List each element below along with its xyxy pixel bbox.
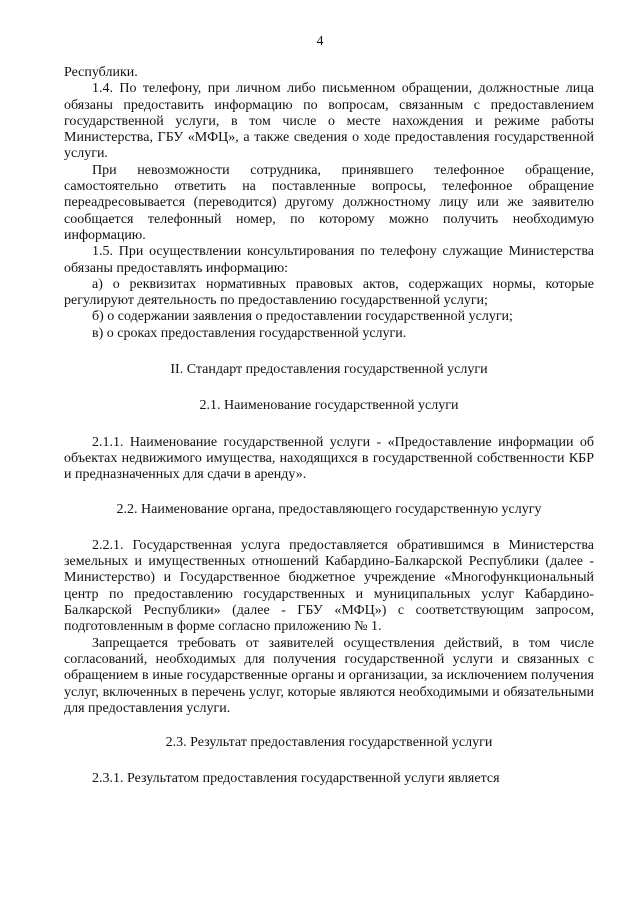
subsection-heading-2-3: 2.3. Результат предоставления государственной услуги [165,735,493,751]
paragraph-2-2-1: 2.2.1. Государственная услуга предоставляется обратившимся в Министерства земельных и имущественных отношений Кабардино-Балкарской Республики (далее - Министерство) и Государственное бюджетное учреждение «Многофункциональный центр по предоставлению государственных и муниципальных услуг Кабардино-Балкарской Республики» (далее - ГБУ «МФЦ») с соответствующим запросом, подготовленным в форме согласно приложению № 1. [64,537,594,635]
subsection-heading-2-2: 2.2. Наименование органа, предоставляющего государственную услугу [116,501,542,517]
section-heading-ii: II. Стандарт предоставления государственной услуги [170,362,488,378]
list-item-a: а) о реквизитах нормативных правовых актов, содержащих нормы, которые регулируют деятельность по предоставлению государственной услуги; [64,276,594,309]
paragraph-1-4: 1.4. По телефону, при личном либо письменном обращении, должностные лица обязаны предоставить информацию по вопросам, связанным с предоставлением государственной услуги, в том числе о месте нахождения и режиме работы Министерства, ГБУ «МФЦ», а также сведения о ходе предоставления государственной услуги. [64,81,594,162]
page-number: 4 [316,34,324,49]
paragraph: Республики. [64,65,138,80]
paragraph-1-5: 1.5. При осуществлении консультирования по телефону служащие Министерства обязаны предоставлять информацию: [64,244,594,276]
list-item-v: в) о сроках предоставления государственной услуги. [92,325,407,341]
document-body [64,65,594,788]
paragraph: При невозможности сотрудника, принявшего телефонное обращение, самостоятельно ответить на поставленные вопросы, телефонное обращение переадресовывается (переводится) другому должностному лицу или же заявителю сообщается телефонный номер, по которому можно получить необходимую информацию. [64,162,594,243]
subsection-heading-2-1: 2.1. Наименование государственной услуги [199,398,459,414]
paragraph-2-3-1: 2.3.1. Результатом предоставления государственной услуги является [92,771,500,787]
paragraph: Запрещается требовать от заявителей осуществления действий, в том числе согласований, необходимых для получения государственной услуги и связанных с обращением в иные государственные органы и организации, за исключением получения услуг, включенных в перечень услуг, которые являются необходимыми и обязательными для предоставления услуги. [64,635,594,716]
paragraph-2-1-1: 2.1.1. Наименование государственной услуги - «Предоставление информации об объектах недвижимого имущества, находящихся в государственной собственности КБР и предназначенных для сдачи в аренду». [64,434,594,483]
list-item-b: б) о содержании заявления о предоставлении государственной услуги; [92,309,513,325]
